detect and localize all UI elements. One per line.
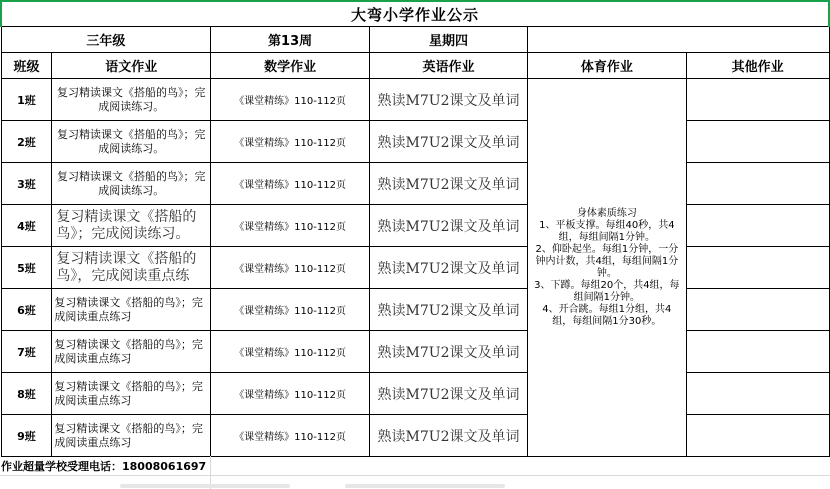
english-cell: 熟读M7U2课文及单词 (370, 205, 528, 247)
math-cell: 《课堂精练》110-112页 (211, 289, 370, 331)
math-cell: 《课堂精练》110-112页 (211, 331, 370, 373)
table-row (1, 373, 829, 415)
other-cell (686, 415, 829, 457)
math-cell: 《课堂精练》110-112页 (211, 79, 370, 121)
english-cell: 熟读M7U2课文及单词 (370, 331, 528, 373)
chinese-cell: 复习精读课文《搭船的鸟》；完成阅读重点练习 (52, 415, 211, 457)
english-cell: 熟读M7U2课文及单词 (370, 163, 528, 205)
chinese-cell: 复习精读课文《搭船的鸟》；完成阅读重点练习 (52, 289, 211, 331)
class-cell: 3班 (1, 163, 52, 205)
table-row (1, 331, 829, 373)
table-row (1, 121, 829, 163)
chinese-cell: 复习精读课文《搭船的鸟》；完成阅读练习。 (52, 121, 211, 163)
english-cell: 熟读M7U2课文及单词 (370, 121, 528, 163)
other-cell (686, 289, 829, 331)
chinese-cell: 复习精读课文《搭船的鸟》；完成阅读重点练习 (52, 373, 211, 415)
other-cell (686, 121, 829, 163)
pe-cell (527, 79, 686, 457)
horizontal-scrollbar-thumb[interactable] (345, 484, 505, 488)
class-cell: 6班 (1, 289, 52, 331)
table-row (1, 163, 829, 205)
chinese-cell: 复习精读课文《搭船的鸟》；完成阅读重点练习 (52, 331, 211, 373)
math-cell: 《课堂精练》110-112页 (211, 373, 370, 415)
chinese-cell: 复习精读课文《搭船的鸟》；完成阅读练习。 (52, 79, 211, 121)
header-pe: 体育作业 (527, 53, 686, 79)
class-cell: 4班 (1, 205, 52, 247)
class-cell: 8班 (1, 373, 52, 415)
english-cell: 熟读M7U2课文及单词 (370, 373, 528, 415)
sheet-title: 大弯小学作业公示 (1, 1, 829, 27)
math-cell: 《课堂精练》110-112页 (211, 163, 370, 205)
gridline (0, 475, 830, 476)
other-cell (686, 79, 829, 121)
grade-label: 三年级 (1, 27, 211, 53)
header-other: 其他作业 (686, 53, 829, 79)
english-cell: 熟读M7U2课文及单词 (370, 247, 528, 289)
math-cell: 《课堂精练》110-112页 (211, 121, 370, 163)
other-cell (686, 247, 829, 289)
math-cell: 《课堂精练》110-112页 (211, 205, 370, 247)
math-cell: 《课堂精练》110-112页 (211, 415, 370, 457)
class-cell: 5班 (1, 247, 52, 289)
other-cell (686, 373, 829, 415)
week-label: 第13周 (211, 27, 370, 53)
table-row (1, 79, 829, 121)
weekday-label: 星期四 (370, 27, 528, 53)
english-cell: 熟读M7U2课文及单词 (370, 415, 528, 457)
table-row (1, 205, 829, 247)
math-cell: 《课堂精练》110-112页 (211, 247, 370, 289)
table-row (1, 415, 829, 457)
header-chinese: 语文作业 (52, 53, 211, 79)
other-cell (686, 163, 829, 205)
english-cell: 熟读M7U2课文及单词 (370, 289, 528, 331)
pe-item: 3、下蹲。每组20个，共4组，每组间隔1分钟。 (534, 279, 680, 303)
class-cell: 1班 (1, 79, 52, 121)
header-class: 班级 (1, 53, 52, 79)
pe-item: 2、仰卧起坐。每组1分钟，一分钟内计数，共4组，每组间隔1分钟。 (535, 243, 679, 279)
other-cell (686, 205, 829, 247)
meta-empty-cell (527, 27, 829, 53)
pe-title: 身体素质练习 (576, 207, 637, 219)
header-english: 英语作业 (370, 53, 528, 79)
chinese-cell: 复习精读课文《搭船的鸟》；完成阅读练习。 (52, 205, 211, 247)
footer-note: 作业超量学校受理电话：18008061697 (1, 460, 207, 473)
pe-item: 1、平板支撑。每组40秒，共4组，每组间隔1分钟。 (539, 219, 675, 243)
table-row (1, 289, 829, 331)
class-cell: 2班 (1, 121, 52, 163)
table-row (1, 247, 829, 289)
class-cell: 7班 (1, 331, 52, 373)
horizontal-scrollbar[interactable] (120, 484, 290, 488)
header-math: 数学作业 (211, 53, 370, 79)
pe-item: 4、开合跳。每组1分组，共4组，每组间隔1分30秒。 (542, 303, 672, 327)
chinese-cell: 复习精读课文《搭船的鸟》；完成阅读练习。 (52, 163, 211, 205)
english-cell: 熟读M7U2课文及单词 (370, 79, 528, 121)
class-cell: 9班 (1, 415, 52, 457)
other-cell (686, 331, 829, 373)
chinese-cell: 复习精读课文《搭船的鸟》，完成阅读重点练 (52, 247, 211, 289)
